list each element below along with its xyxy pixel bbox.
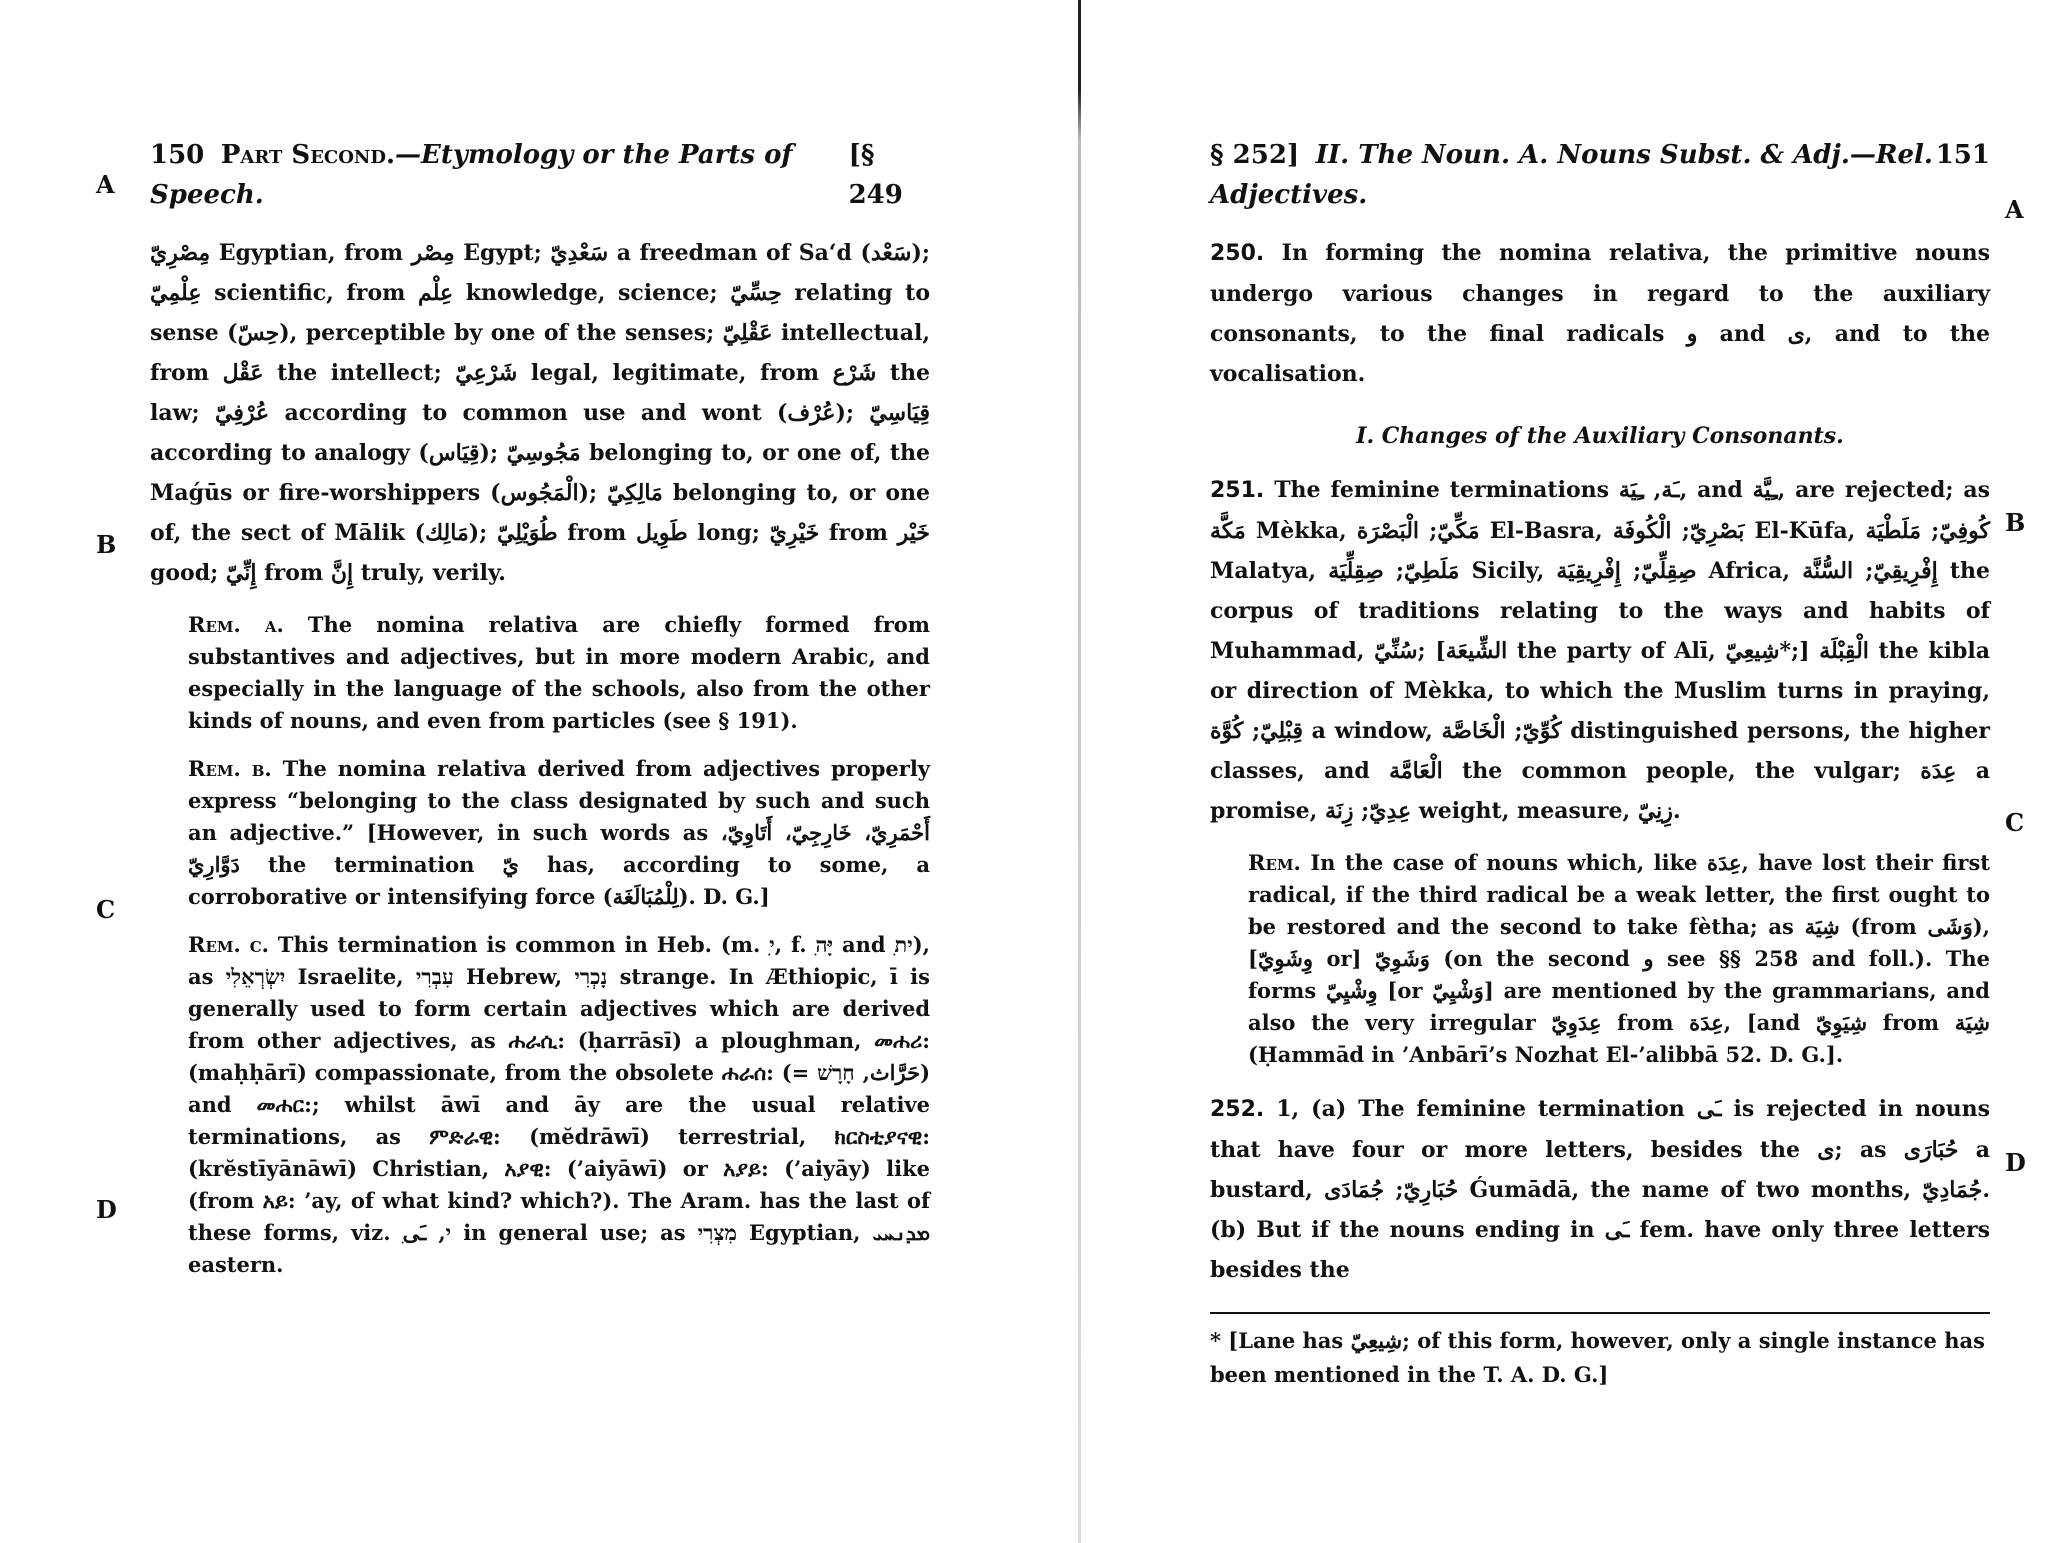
paragraph-252: [1210, 1089, 1990, 1290]
right-rem: [1248, 847, 1990, 1071]
left-margin-letter-c: C: [96, 895, 116, 924]
paragraph-252-text: 1, (a) The feminine termination ـَى is rejected in nouns that have four or more letters, besides the ى; as حُبَارَى a bustard, حُبَارِيّ; جُمَادَى Ǵumādā, the name of two months, جُمَادِيّ. (b) But if the nouns ending in ـَى fem. have only three letters besides the: [1210, 1096, 1990, 1283]
paragraph-252-number: 252.: [1210, 1097, 1265, 1122]
right-margin-letter-a: A: [2005, 195, 2024, 224]
left-running-title: —Etymology or the Parts of Speech.: [150, 140, 793, 210]
left-rem-b: [188, 753, 930, 913]
right-page: [1210, 135, 1990, 1392]
left-page-header: [150, 135, 930, 215]
right-rem-text: In the case of nouns which, like عِدَة, have lost their first radical, if the third radical be a weak letter, the first ought to be restored and the second to take fètha; as شِيَة (from وَشَى), [وِشَوِيّ or] وَشَوِيّ (on the second و see §§ 258 and foll.). The forms وِشْيِيّ [or وَشْيِيّ] are mentioned by the grammarians, and also the very irregular عِدَوِيّ from عِدَة, [and شِيَوِيّ from شِيَة (Ḥammād in ’Anbārī’s Nozhat El-’alibbā 52. D. G.].: [1248, 850, 1991, 1067]
rem-b-text: The nomina relativa derived from adjectives properly express “belonging to the class designated by such and such an adjective.” [However, in such words as أَحْمَرِيّ، خَارِجِيّ، أَتَاوِيّ، دَوَّارِيّ the termination يّ has, according to some, a corroborative or intensifying force (لِلْمُبَالَغَة). D. G.]: [188, 756, 930, 909]
right-section-ref: § 252]: [1210, 140, 1300, 170]
paragraph-251-text: The feminine terminations ـَة, ـِيَة, and ـِيَّة, are rejected; as مَكَّة Mèkka, مَكِّيّ; الْبَصْرَة El-Basra, بَصْرِيّ; الْكُوفَة El-Kūfa, كُوفِيّ; مَلَطْيَة Malatya, مَلَطِيّ; صِقِلِّيَة Sicily, صِقِلِّيّ; إِفْرِيقِيَة Africa, إِفْرِيقِيّ; السُّنَّة the corpus of traditions relating to the ways and habits of Muhammad, سُنِّيّ; [الشِّيعَة the party of Alī, شِيعِيّ*;] الْقِبْلَة the kibla or direction of Mèkka, to which the Muslim turns in praying, قِبْلِيّ; كُوَّة a window, كُوِّيّ; الْخَاصَّة distinguished persons, the higher classes, and الْعَامَّة the common people, the vulgar; عِدَة a promise, عِدِيّ; زِنَة weight, measure, زِنِيّ.: [1210, 477, 1991, 824]
rem-c-text: This termination is common in Heb. (m. ִי, f. ִיָּה and ִית), as יִשְׂרְאֵלִי Israelite, עִבְרִי Hebrew, נָכְרִי strange. In Æthiopic, ī is generally used to form certain adjectives which are derived from other adjectives, as ሐራሲ: (ḥarrāsī) a ploughman, መሐሪ: (maḥḥārī) compassionate, from the obsolete ሐራሰ: (= حَرَّاث, חָרָשׁ) and መሐር:; whilst āwī and āy are the usual relative terminations, as ምድራዊ: (mĕdrāwī) terrestrial, ክርስቲያናዊ: (krĕstīyānāwī) Christian, አያዊ: (’aiyāwī) or አያይ: (’aiyāy) like (from አይ: ’ay, of what kind? which?). The Aram. has the last of these forms, viz. ִי, ـَى in general use; as מִצְרִי Egyptian, ܡܕܢܚܝ eastern.: [188, 932, 931, 1277]
left-page: [150, 135, 930, 1281]
left-header-group: [150, 135, 849, 215]
paragraph-250-number: 250.: [1210, 241, 1265, 266]
right-header-group: [1210, 135, 1936, 215]
left-margin-letter-a: A: [96, 170, 115, 199]
paragraph-250: [1210, 233, 1990, 394]
right-margin-letter-d: D: [2005, 1148, 2026, 1177]
right-running-title: II. The Noun. A. Nouns Subst. & Adj.—Rel. Adjectives.: [1210, 140, 1933, 210]
left-rem-a: [188, 609, 930, 737]
rem-c-label: Rem. c.: [188, 932, 269, 957]
right-page-number: 151: [1935, 140, 1990, 170]
left-page-number: 150: [150, 140, 205, 170]
subheading-auxiliary-consonants: I. Changes of the Auxiliary Consonants.: [1356, 423, 1844, 449]
right-rem-label: Rem.: [1248, 850, 1301, 875]
rem-b-label: Rem. b.: [188, 756, 272, 781]
left-rem-c: [188, 929, 930, 1281]
rem-a-text: The nomina relativa are chiefly formed from substantives and adjectives, but in more modern Arabic, and especially in the language of the schools, also from the other kinds of nouns, and even from particles (see § 191).: [188, 612, 931, 733]
left-part-label: Part Second.: [220, 140, 396, 170]
left-main-paragraph: مِصْرِيّ Egyptian, from مِصْر Egypt; سَعْدِيّ a freedman of Sa‘d (سَعْد); عِلْمِيّ scientific, from عِلْم knowledge, science; حِسِّيّ relating to sense (حِسّ), perceptible by one of the senses; عَقْلِيّ intellectual, from عَقْل the intellect; شَرْعِيّ legal, legitimate, from شَرْع the law; عُرْفِيّ according to common use and wont (عُرْف); قِيَاسِيّ according to analogy (قِيَاس); مَجُوسِيّ belonging to, or one of, the Maǵūs or fire-worshippers (الْمَجُوس); مَالِكِيّ belonging to, or one of, the sect of Mālik (مَالِك); طُوَيْلِيّ from طَوِيل long; خَيْرِيّ from خَيْر good; إِنِّيّ from إِنَّ truly, verily.: [150, 240, 931, 586]
right-page-header: [1210, 135, 1990, 215]
book-gutter: [1078, 0, 1081, 1543]
paragraph-250-text: In forming the nomina relativa, the primitive nouns undergo various changes in regard to the auxiliary consonants, to the final radicals و and ى, and to the vocalisation.: [1210, 240, 1990, 387]
paragraph-251: [1210, 470, 1990, 831]
right-margin-letter-c: C: [2005, 808, 2025, 837]
left-section-ref: [§ 249: [848, 140, 903, 210]
rem-a-label: Rem. a.: [188, 612, 284, 637]
paragraph-251-number: 251.: [1210, 478, 1265, 503]
footnote-rule: [1210, 1312, 1990, 1314]
footnote: * [Lane has شِيعِيّ; of this form, however, only a single instance has been mentioned in the T. A. D. G.]: [1210, 1328, 1985, 1387]
right-margin-letter-b: B: [2005, 508, 2026, 537]
left-margin-letter-d: D: [96, 1195, 117, 1224]
left-margin-letter-b: B: [96, 530, 117, 559]
